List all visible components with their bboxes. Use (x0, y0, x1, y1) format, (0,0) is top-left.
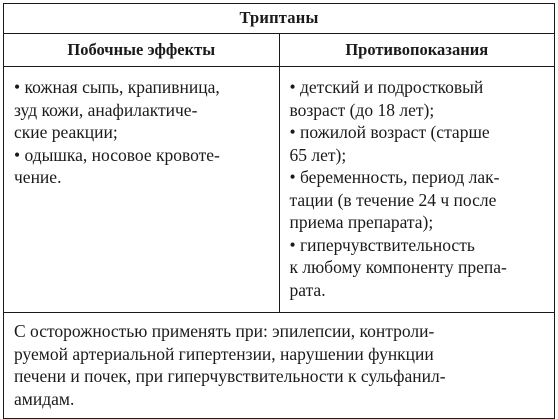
triptans-table (3, 3, 555, 419)
side-effects-cell (4, 67, 280, 313)
column-header-contraindications: Противопоказания (279, 34, 555, 67)
table-title: Триптаны (4, 4, 555, 34)
column-header-side-effects: Побочные эффекты (4, 34, 280, 67)
content-row (4, 67, 555, 313)
header-row (4, 34, 555, 67)
contraindication-item: • беременность, период лак- тации (в течение 24 ч после приема препарата); (289, 167, 500, 232)
note-row (4, 313, 555, 419)
caution-note: С осторожностью применять при: эпилепсии, контроли- руемой артериальной гипертензии, нарушении функции печени и почек, при гиперчувствительности к сульфанил- амидам. (14, 321, 446, 409)
caution-note-cell (4, 313, 555, 419)
contraindications-cell (279, 67, 555, 313)
contraindication-item: • детский и подростковый возраст (до 18 лет); (289, 77, 484, 120)
side-effect-item: • кожная сыпь, крапивница, зуд кожи, анафилактиче- ские реакции; (14, 77, 220, 142)
contraindication-item: • пожилой возраст (старше 65 лет); (289, 122, 490, 165)
side-effect-item: • одышка, носовое кровоте- чение. (14, 144, 220, 187)
title-row (4, 4, 555, 34)
contraindication-item: • гиперчувствительность к любому компоненту препа- рата. (289, 234, 507, 300)
